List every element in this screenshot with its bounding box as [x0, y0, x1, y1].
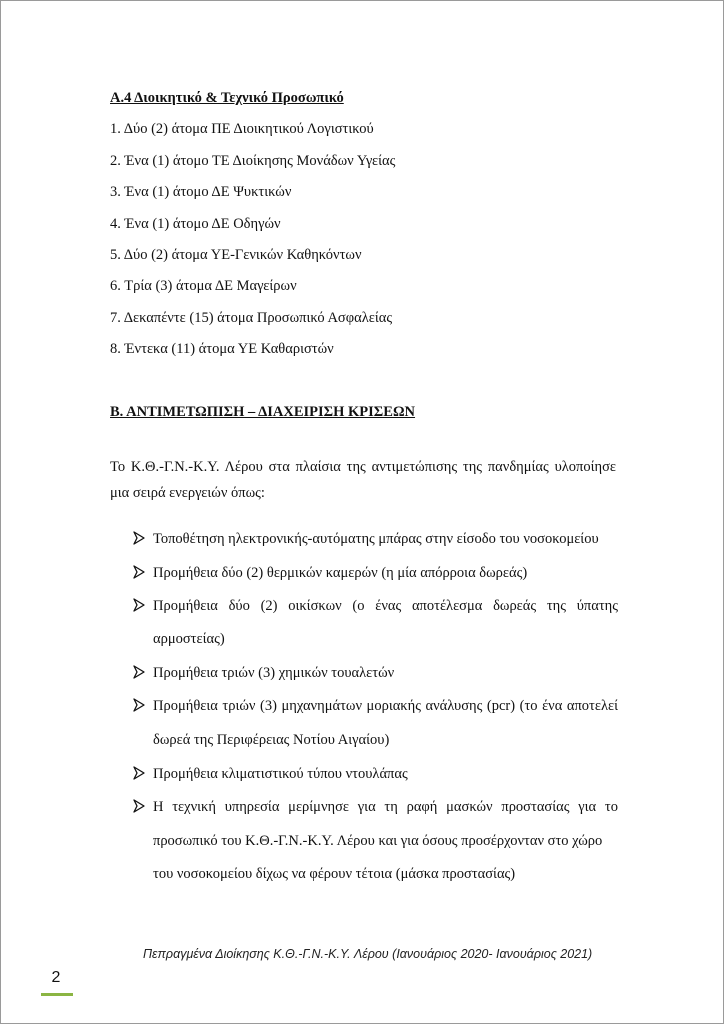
- list-item: 1. Δύο (2) άτομα ΠΕ Διοικητικού Λογιστικού: [110, 121, 374, 137]
- arrowhead-bullet-icon: [133, 598, 147, 614]
- bullet-item: [133, 698, 623, 716]
- section-b-heading: Β. ΑΝΤΙΜΕΤΩΠΙΣΗ – ΔΙΑΧΕΙΡΙΣΗ ΚΡΙΣΕΩΝ: [110, 404, 416, 420]
- list-item: 3. Ένα (1) άτομο ΔΕ Ψυκτικών: [110, 184, 292, 200]
- bullet-text: Τοποθέτηση ηλεκτρονικής-αυτόματης μπάρας στην είσοδο του νοσοκομείου: [153, 531, 599, 547]
- list-item: 2. Ένα (1) άτομο ΤΕ Διοίκησης Μονάδων Υγείας: [110, 153, 396, 169]
- arrowhead-bullet-icon: [133, 565, 147, 581]
- page-number-accent-bar: [41, 993, 73, 996]
- arrowhead-bullet-icon: [133, 531, 147, 547]
- section-a4-heading: Α.4 Διοικητικό & Τεχνικό Προσωπικό: [110, 90, 344, 106]
- intro-paragraph-line-1: [110, 459, 616, 476]
- page-number: 2: [51, 969, 61, 986]
- list-item: 5. Δύο (2) άτομα ΥΕ-Γενικών Καθηκόντων: [110, 247, 362, 263]
- bullet-text: Προμήθεια δύο (2) οικίσκων (ο ένας αποτέλεσμα δωρεάς της ύπατης: [153, 598, 618, 614]
- bullet-text: Προμήθεια κλιματιστικού τύπου ντουλάπας: [153, 766, 408, 782]
- intro-paragraph-line-2: μια σειρά ενεργειών όπως:: [110, 485, 265, 501]
- bullet-text: Προμήθεια δύο (2) θερμικών καμερών (η μία απόρροια δωρεάς): [153, 565, 528, 581]
- bullet-item: [133, 565, 623, 583]
- arrowhead-bullet-icon: [133, 665, 147, 681]
- bullet-item: [133, 799, 623, 817]
- bullet-item: [133, 531, 623, 549]
- bullet-item: [133, 665, 623, 683]
- list-item: 7. Δεκαπέντε (15) άτομα Προσωπικό Ασφαλείας: [110, 310, 393, 326]
- bullet-text-continuation: δωρεά της Περιφέρειας Νοτίου Αιγαίου): [153, 732, 390, 748]
- arrowhead-bullet-icon: [133, 799, 147, 815]
- bullet-item: [133, 598, 623, 616]
- intro-text-1: Το Κ.Θ.-Γ.Ν.-Κ.Υ. Λέρου στα πλαίσια της αντιμετώπισης της πανδημίας υλοποίησε: [110, 459, 616, 475]
- bullet-text-continuation: του νοσοκομείου δίχως να φέρουν τέτοια (μάσκα προστασίας): [153, 866, 516, 882]
- arrowhead-bullet-icon: [133, 698, 147, 714]
- list-item: 8. Έντεκα (11) άτομα ΥΕ Καθαριστών: [110, 341, 334, 357]
- bullet-item: [133, 766, 623, 784]
- bullet-text: Η τεχνική υπηρεσία μερίμνησε για τη ραφή μασκών προστασίας για το: [153, 799, 618, 815]
- bullet-text: Προμήθεια τριών (3) μηχανημάτων μοριακής ανάλυσης (pcr) (το ένα αποτελεί: [153, 698, 618, 714]
- list-item: 6. Τρία (3) άτομα ΔΕ Μαγείρων: [110, 278, 297, 294]
- page-footer: Πεπραγμένα Διοίκησης Κ.Θ.-Γ.Ν.-Κ.Υ. Λέρου (Ιανουάριος 2020- Ιανουάριος 2021): [143, 947, 593, 961]
- bullet-text: Προμήθεια τριών (3) χημικών τουαλετών: [153, 665, 395, 681]
- arrowhead-bullet-icon: [133, 766, 147, 782]
- bullet-text-continuation: προσωπικό του Κ.Θ.-Γ.Ν.-Κ.Υ. Λέρου και για όσους προσέρχονταν στο χώρο: [153, 833, 603, 849]
- bullet-text-continuation: αρμοστείας): [153, 631, 225, 647]
- list-item: 4. Ένα (1) άτομο ΔΕ Οδηγών: [110, 216, 281, 232]
